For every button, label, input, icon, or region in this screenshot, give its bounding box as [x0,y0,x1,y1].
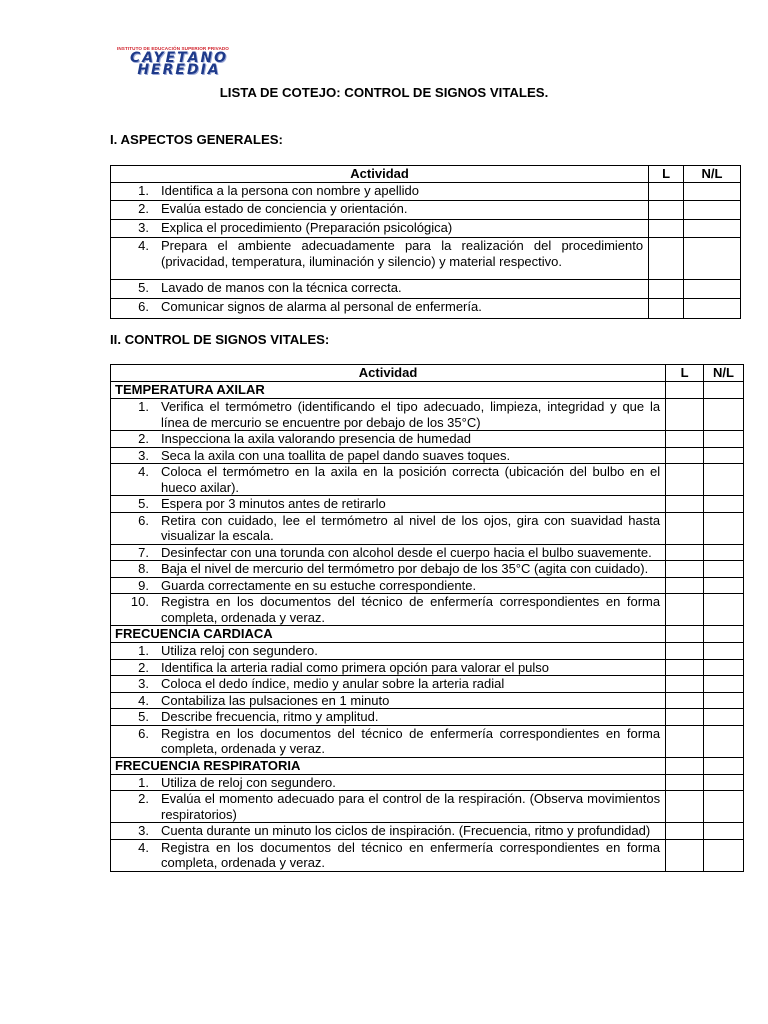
table-row [111,692,744,709]
checkbox-cell-l[interactable] [666,774,704,791]
activity-cell [111,594,666,626]
item-number: 6. [138,299,149,314]
activity-cell [111,791,666,823]
item-text: Espera por 3 minutos antes de retirarlo [161,496,386,511]
table-row [111,220,741,238]
checkbox-cell-l[interactable] [666,577,704,594]
item-text: Baja el nivel de mercurio del termómetro por debajo de los 35°C (agita con cuidado). [161,561,649,576]
checkbox-cell-nl[interactable] [684,201,741,220]
activity-cell [111,496,666,513]
item-number: 5. [138,280,149,295]
checkbox-cell-nl[interactable] [704,577,744,594]
table-row [111,709,744,726]
checkbox-cell-l[interactable] [666,512,704,544]
header-activity: Actividad [111,166,649,183]
activity-cell [111,692,666,709]
checkbox-cell-l[interactable] [666,791,704,823]
item-text: Guarda correctamente en su estuche correspondiente. [161,577,477,593]
item-number: 1. [138,774,149,790]
institution-logo [117,46,241,78]
header-l: L [649,166,684,183]
document-title: LISTA DE COTEJO: CONTROL DE SIGNOS VITALES. [219,85,549,100]
activity-cell [111,544,666,561]
checkbox-cell-nl[interactable] [704,774,744,791]
item-text: Coloca el termómetro en la axila en la posición correcta (ubicación del bulbo en el hueco axilar). [161,464,661,495]
checkbox-cell-l[interactable] [666,496,704,513]
section-2-heading: II. CONTROL DE SIGNOS VITALES: [110,332,330,347]
item-number: 10. [130,594,149,609]
item-text: Identifica la arteria radial como primera opción para valorar el pulso [161,659,550,675]
checkbox-cell-nl[interactable] [684,220,741,238]
item-number: 1. [138,399,149,414]
table-row [111,431,744,448]
activity-cell [111,725,666,757]
checkbox-cell-nl[interactable] [704,659,744,676]
section-1-heading: I. ASPECTOS GENERALES: [110,132,283,147]
item-text: Verifica el termómetro (identificando el tipo adecuado, limpieza, integridad y que la línea de mercurio se encuentre por debajo de los 35°C) [161,399,661,430]
activity-cell [111,280,649,299]
item-text: Comunicar signos de alarma al personal de enfermería. [161,299,482,314]
checkbox-cell-nl[interactable] [704,823,744,840]
checkbox-cell-nl[interactable] [704,464,744,496]
activity-cell [111,220,649,238]
category-cell-l [666,382,704,399]
activity-cell [111,399,666,431]
item-number: 3. [138,447,149,463]
logo-line-1: CAYETANO [129,50,229,66]
category-cell-l [666,757,704,774]
category-label: TEMPERATURA AXILAR [111,382,666,399]
activity-cell [111,238,649,280]
item-number: 8. [138,561,149,576]
activity-cell [111,464,666,496]
item-number: 4. [138,692,149,708]
table-row [111,447,744,464]
item-number: 4. [138,238,149,253]
table-row [111,544,744,561]
table-row [111,512,744,544]
header-nl: N/L [684,166,741,183]
checkbox-cell-nl[interactable] [704,512,744,544]
activity-cell [111,299,649,319]
table-row [111,464,744,496]
activity-cell [111,643,666,660]
activity-cell [111,512,666,544]
item-text: Lavado de manos con la técnica correcta. [161,280,402,295]
category-label: FRECUENCIA CARDIACA [111,626,666,643]
activity-cell [111,659,666,676]
item-text: Desinfectar con una torunda con alcohol desde el cuerpo hacia el bulbo suavemente. [161,544,652,560]
checkbox-cell-l[interactable] [666,594,704,626]
item-text: Contabiliza las pulsaciones en 1 minuto [161,692,390,708]
table-row [111,643,744,660]
checkbox-cell-l[interactable] [666,447,704,464]
checkbox-cell-nl[interactable] [684,280,741,299]
checkbox-cell-l[interactable] [649,183,684,201]
table-row [111,577,744,594]
checkbox-cell-nl[interactable] [704,594,744,626]
table-header-row [111,365,744,382]
checkbox-cell-nl[interactable] [704,431,744,448]
item-number: 2. [138,201,149,216]
item-number: 9. [138,577,149,593]
checkbox-cell-nl[interactable] [704,709,744,726]
checkbox-cell-l[interactable] [666,561,704,578]
header-nl: N/L [704,365,744,382]
item-text: Evalúa el momento adecuado para el control de la respiración. (Observa movimientos respiratorios) [161,791,661,822]
item-number: 2. [138,431,149,446]
item-number: 3. [138,676,149,691]
checkbox-cell-l[interactable] [649,280,684,299]
table-row [111,774,744,791]
checkbox-cell-l[interactable] [666,839,704,871]
checkbox-cell-nl[interactable] [704,676,744,693]
item-text: Registra en los documentos del técnico de enfermería correspondientes en forma completa, ordenada y veraz. [161,594,661,625]
item-number: 1. [138,183,149,198]
item-text: Seca la axila con una toallita de papel dando suaves toques. [161,447,511,463]
checkbox-cell-l[interactable] [666,399,704,431]
checkbox-cell-l[interactable] [666,464,704,496]
category-cell-nl [704,626,744,643]
table-row [111,791,744,823]
category-row [111,626,744,643]
item-number: 3. [138,823,149,838]
checkbox-cell-nl[interactable] [704,447,744,464]
item-number: 6. [138,512,149,528]
table-row [111,594,744,626]
activity-cell [111,447,666,464]
checkbox-cell-l[interactable] [649,201,684,220]
activity-cell [111,839,666,871]
table-row [111,725,744,757]
item-text: Identifica a la persona con nombre y apellido [161,183,419,198]
item-text: Utiliza de reloj con segundero. [161,774,336,790]
table-row [111,676,744,693]
table-row [111,496,744,513]
checkbox-cell-nl[interactable] [704,399,744,431]
table-row [111,280,741,299]
item-number: 2. [138,791,149,806]
activity-cell [111,577,666,594]
checkbox-cell-l[interactable] [666,431,704,448]
activity-cell [111,676,666,693]
checkbox-cell-nl[interactable] [704,496,744,513]
table-row [111,299,741,319]
category-row [111,382,744,399]
category-cell-nl [704,757,744,774]
checkbox-cell-nl[interactable] [704,643,744,660]
checkbox-cell-nl[interactable] [704,561,744,578]
activity-cell [111,561,666,578]
activity-cell [111,823,666,840]
item-text: Prepara el ambiente adecuadamente para la realización del procedimiento (privacidad, temperatura, iluminación y silencio) y material respectivo. [161,238,644,269]
logo-line-2: HEREDIA [137,62,221,78]
checkbox-cell-l[interactable] [666,709,704,726]
checkbox-cell-nl[interactable] [704,791,744,823]
item-text: Evalúa estado de conciencia y orientación. [161,201,408,216]
table-row [111,823,744,840]
activity-cell [111,183,649,201]
item-text: Registra en los documentos del técnico de enfermería correspondientes en forma completa, ordenada y veraz. [161,725,661,756]
table-row [111,201,741,220]
checkbox-cell-nl[interactable] [704,839,744,871]
category-label: FRECUENCIA RESPIRATORIA [111,757,666,774]
table-row [111,839,744,871]
category-cell-l [666,626,704,643]
item-text: Explica el procedimiento (Preparación psicológica) [161,220,453,235]
checkbox-cell-l[interactable] [649,220,684,238]
item-text: Registra en los documentos del técnico en enfermería correspondientes en forma completa, ordenada y veraz. [161,839,661,870]
table-row [111,399,744,431]
checkbox-cell-nl[interactable] [684,299,741,319]
header-l: L [666,365,704,382]
checkbox-cell-l[interactable] [649,299,684,319]
item-number: 1. [138,643,149,658]
checkbox-cell-nl[interactable] [704,725,744,757]
checkbox-cell-l[interactable] [649,238,684,280]
table-row [111,561,744,578]
checkbox-cell-nl[interactable] [704,692,744,709]
category-cell-nl [704,382,744,399]
item-text: Coloca el dedo índice, medio y anular sobre la arteria radial [161,676,505,691]
item-number: 5. [138,709,149,724]
activity-cell [111,774,666,791]
item-text: Utiliza reloj con segundero. [161,643,318,658]
general-aspects-table [110,165,741,319]
item-number: 4. [138,464,149,479]
item-text: Inspecciona la axila valorando presencia de humedad [161,431,472,446]
table-row [111,238,741,280]
checkbox-cell-l[interactable] [666,659,704,676]
checkbox-cell-l[interactable] [666,676,704,693]
table-row [111,183,741,201]
checkbox-cell-l[interactable] [666,692,704,709]
item-number: 2. [138,659,149,675]
table-row [111,659,744,676]
checkbox-cell-l[interactable] [666,544,704,561]
item-number: 4. [138,839,149,855]
checkbox-cell-nl[interactable] [684,183,741,201]
item-number: 5. [138,496,149,511]
item-number: 3. [138,220,149,235]
category-row [111,757,744,774]
checkbox-cell-l[interactable] [666,823,704,840]
checkbox-cell-l[interactable] [666,725,704,757]
checkbox-cell-nl[interactable] [704,544,744,561]
activity-cell [111,709,666,726]
item-number: 7. [138,544,149,560]
checkbox-cell-l[interactable] [666,643,704,660]
header-activity: Actividad [111,365,666,382]
activity-cell [111,201,649,220]
item-text: Describe frecuencia, ritmo y amplitud. [161,709,379,724]
vital-signs-table [110,364,744,872]
logo-subtitle: INSTITUTO DE EDUCACIÓN SUPERIOR PRIVADO [117,46,229,51]
table-header-row [111,166,741,183]
checkbox-cell-nl[interactable] [684,238,741,280]
item-text: Retira con cuidado, lee el termómetro al nivel de los ojos, gira con suavidad hasta visualizar la escala. [161,512,661,543]
item-text: Cuenta durante un minuto los ciclos de inspiración. (Frecuencia, ritmo y profundidad) [161,823,651,838]
item-number: 6. [138,725,149,741]
activity-cell [111,431,666,448]
